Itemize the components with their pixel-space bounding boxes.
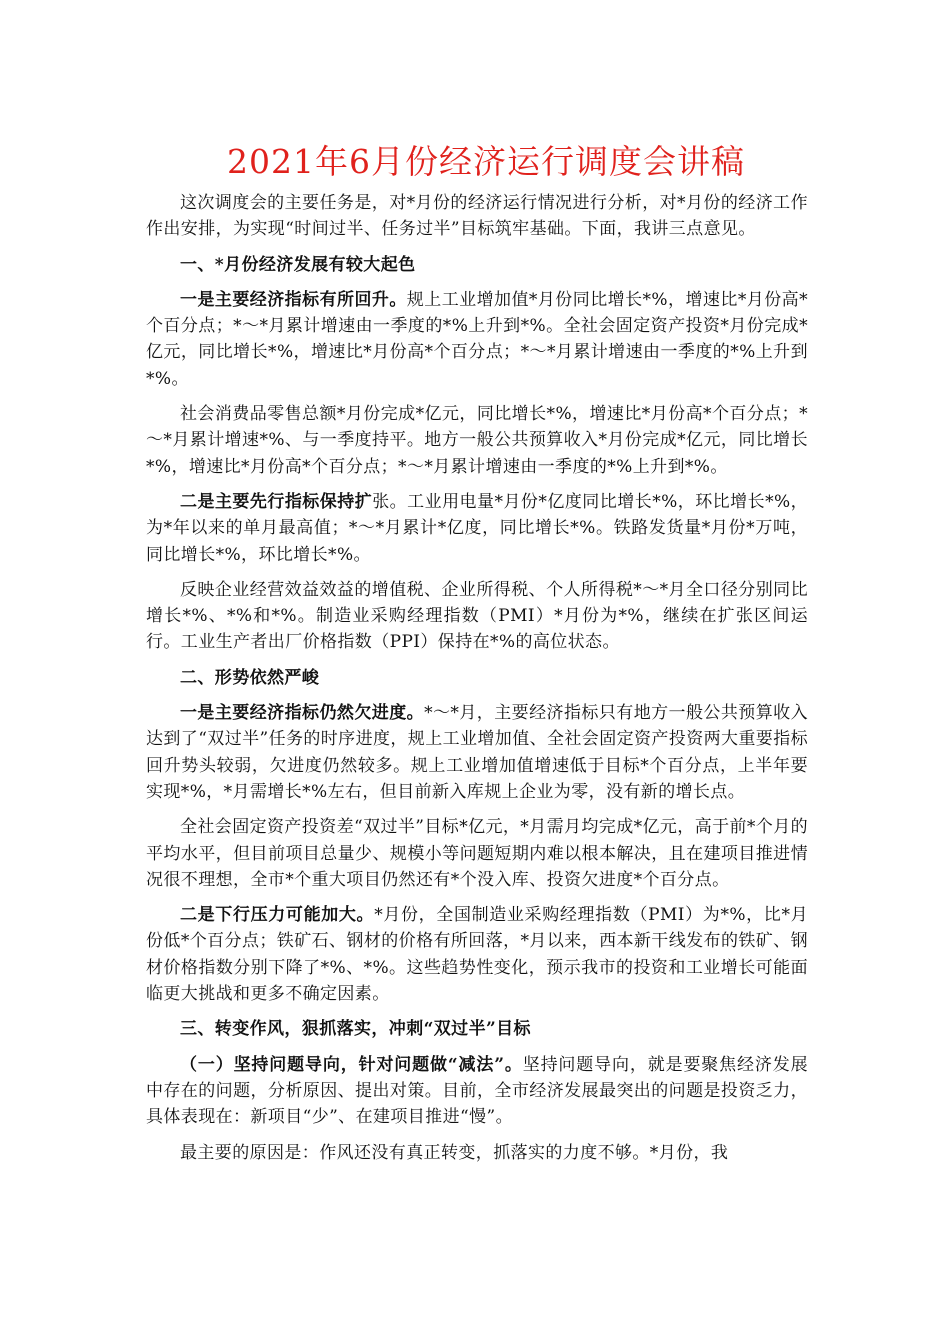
paragraph-text: *～*月，主要经济指标只有地方一般公共预算收入达到了“双过半”任务的时序进度，规上工业增加值、全社会固定资产投资两大重要指标回升势头较弱，欠进度仍然较多。规上工业增加值增速低于目标*个百分点，上半年要实现*%，*月需增长*%左右，但目前新入库规上企业为零，没有新的增长点。 — [146, 703, 808, 802]
section-heading-3 — [146, 1016, 808, 1042]
document-title: 2021年6月份经济运行调度会讲稿 — [227, 142, 745, 181]
paragraph-text: 社会消费品零售总额*月份完成*亿元，同比增长*%，增速比*月份高*个百分点；*～*月累计增速*%、与一季度持平。地方一般公共预算收入*月份完成*亿元，同比增长*%，增速比*月份高*个百分点；*～*月累计增速由一季度的*%上升到*%。 — [146, 404, 808, 477]
paragraph-downward-pressure — [146, 902, 808, 1007]
paragraph-lead: 一是主要经济指标有所回升。 — [180, 289, 407, 310]
paragraph-lead: 二是主要先行指标保持扩 — [180, 491, 373, 512]
paragraph-main-cause — [146, 1140, 808, 1166]
paragraph-text: 规上工业增加值*月份同比增长*%，增速比*月份高*个百分点；*～*月累计增速由一季度的*%上升到*%。全社会固定资产投资*月份完成*亿元，同比增长*%，增速比*月份高*个百分点；*～*月累计增速由一季度的*%上升到*%。 — [146, 289, 808, 389]
paragraph-text: *月份，全国制造业采购经理指数（PMI）为*%，比*月份低*个百分点；铁矿石、钢材的价格有所回落，*月以来，西本新干线发布的铁矿、钢材价格指数分别下降了*%、*%。这些趋势性变化，预示我市的投资和工业增长可能面临更大挑战和更多不确定因素。 — [146, 905, 809, 1005]
paragraph-retail-budget — [146, 401, 808, 480]
heading-text: 二、形势依然严峻 — [180, 667, 320, 688]
paragraph-text: 反映企业经营效益效益的增值税、企业所得税、个人所得税*～*月全口径分别同比增长*%、*%和*%。制造业采购经理指数（PMI）*月份为*%，继续在扩张区间运行。工业生产者出厂价格指数（PPI）保持在*%的高位状态。 — [146, 579, 808, 653]
paragraph-leading-indicators — [146, 489, 808, 568]
paragraph-lead: 一是主要经济指标仍然欠进度。 — [180, 703, 425, 724]
paragraph-fixed-investment — [146, 814, 808, 893]
paragraph-problem-oriented — [146, 1052, 808, 1131]
heading-text: 一、*月份经济发展有较大起色 — [180, 254, 416, 275]
paragraph-text: 坚持问题导向，就是要聚焦经济发展中存在的问题，分析原因、提出对策。目前，全市经济发展最突出的问题是投资乏力，具体表现在：新项目“少”、在建项目推进“慢”。 — [146, 1054, 808, 1128]
paragraph-indicators-rebound — [146, 287, 808, 392]
paragraph-text: 最主要的原因是：作风还没有真正转变，抓落实的力度不够。*月份，我 — [180, 1142, 729, 1163]
paragraph-lead: （一）坚持问题导向，针对问题做“减法”。 — [180, 1054, 523, 1075]
paragraph-text: 这次调度会的主要任务是，对*月份的经济运行情况进行分析，对*月份的经济工作作出安排，为实现“时间过半、任务过半”目标筑牢基础。下面，我讲三点意见。 — [146, 193, 808, 240]
section-heading-2 — [146, 665, 808, 691]
paragraph-intro — [146, 190, 808, 243]
paragraph-text: 全社会固定资产投资差“双过半”目标*亿元，*月需月均完成*亿元，高于前*个月的平均水平，但目前项目总量少、规模小等问题短期内难以根本解决，且在建项目推进情况很不理想，全市*个重大项目仍然还有*个没入库、投资欠进度*个百分点。 — [146, 817, 808, 890]
paragraph-tax-pmi — [146, 577, 808, 656]
paragraph-lead: 二是下行压力可能加大。 — [180, 905, 375, 926]
document-body — [146, 140, 808, 1175]
paragraph-behind-schedule — [146, 700, 808, 805]
paragraph-text: 张。工业用电量*月份*亿度同比增长*%，环比增长*%，为*年以来的单月最高值；*～*月累计*亿度，同比增长*%。铁路发货量*月份*万吨，同比增长*%，环比增长*%。 — [146, 491, 808, 565]
section-heading-1 — [146, 252, 808, 278]
heading-text: 三、转变作风，狠抓落实，冲刺“双过半”目标 — [180, 1019, 531, 1040]
